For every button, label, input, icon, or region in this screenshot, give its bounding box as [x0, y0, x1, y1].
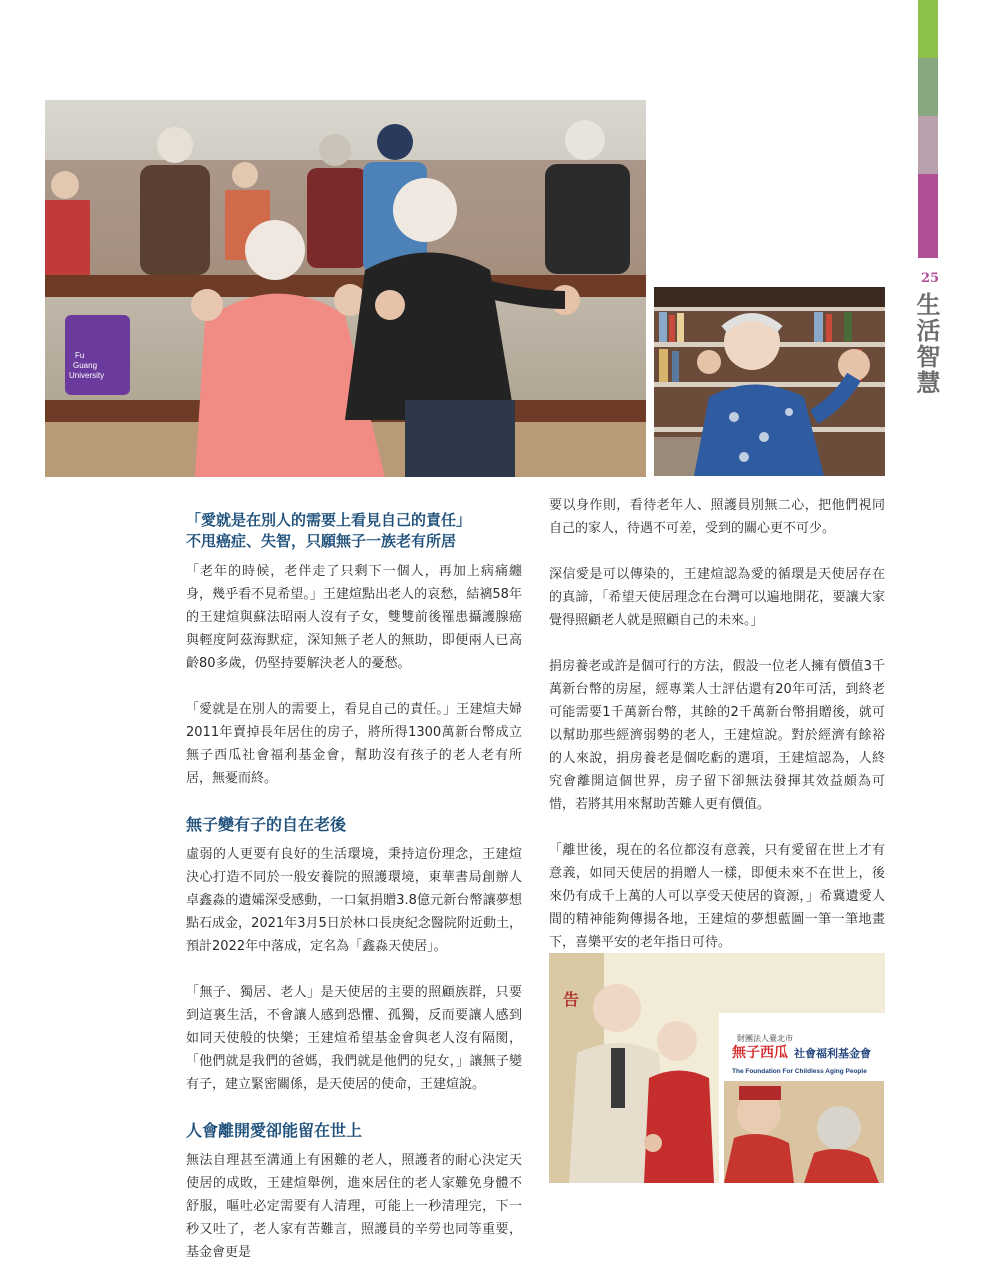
sign-suffix: 社會福利基金會 [794, 1047, 871, 1060]
sign-english: The Foundation For Childless Aging People [732, 1068, 867, 1075]
paragraph-7: 深信愛是可以傳染的，王建煊認為愛的循環是天使居存在的真諦，「希望天使居理念在台灣可以遍地開花，要讓大家覺得照顧老人就是照顧自己的未來。」 [549, 567, 885, 628]
side-tab-purple [918, 174, 938, 258]
paragraph-3: 虛弱的人更要有良好的生活環境，秉持這份理念，王建煊決心打造不同於一般安養院的照護環境，東華書局創辦人卓鑫淼的遺孀深受感動，一口氣捐贈3.8億元新台幣讓夢想點石成金，2021年3月5日於林口長庚紀念醫院附近動土，預計2022年中落成，定名為「鑫淼天使居」。 [186, 847, 522, 954]
sign-name: 無子西瓜 [732, 1045, 788, 1061]
sign-org: 財團法人臺北市 [737, 1034, 793, 1043]
side-tab-mauve [918, 116, 938, 174]
notice-board-text: 告 [563, 990, 580, 1009]
side-tab-sage [918, 58, 938, 116]
article-heading-line1: 「愛就是在別人的需要上看見自己的責任」 [186, 511, 472, 529]
photo-congregation [45, 100, 646, 477]
section-title: 生活智慧 [912, 292, 941, 396]
paragraph-2: 「愛就是在別人的需要上，看見自己的責任。」王建煊夫婦2011年賣掉長年居住的房子，將所得1300萬新台幣成立無子西瓜社會福利基金會，幫助沒有孩子的老人老有所居，無憂而終。 [186, 702, 522, 786]
article-column-right [549, 494, 885, 977]
photo-couple-poster [549, 953, 885, 1183]
article-heading-line2: 不甩癌症、失智，只願無子一族老有所居 [186, 532, 457, 550]
bag-text-2: Guang [73, 361, 98, 370]
bag-text-1: Fu [75, 351, 85, 360]
page-number: 25 [921, 271, 940, 286]
paragraph-6: 要以身作則，看待老年人、照護員別無二心，把他們視同自己的家人，待遇不可差，受到的關心更不可少。 [549, 498, 885, 536]
paragraph-5: 無法自理甚至溝通上有困難的老人，照護者的耐心決定天使居的成敗，王建煊舉例，進來居住的老人家難免身體不舒服，嘔吐必定需要有人清理，可能上一秒清理完，下一秒又吐了，老人家有苦難言，照護員的辛勞也同等重要，基金會更是 [186, 1153, 522, 1260]
photo-portrait [654, 287, 885, 476]
paragraph-8: 捐房養老或許是個可行的方法，假設一位老人擁有價值3千萬新台幣的房屋，經專業人士評估還有20年可活，到終老可能需要1千萬新台幣，其餘的2千萬新台幣捐贈後，就可以幫助那些經濟弱勢的老人，王建煊說。對於經濟有餘裕的人來說，捐房養老是個吃虧的選項，王建煊認為，人終究會離開這個世界，房子留下卻無法發揮其效益頗為可惜，若將其用來幫助苦難人更有價值。 [549, 659, 885, 812]
article-column-left [186, 510, 522, 1287]
paragraph-1: 「老年的時候，老伴走了只剩下一個人，再加上病痛纏身，幾乎看不見希望。」王建煊點出老人的哀愁，結褵58年的王建煊與蘇法昭兩人沒有子女，雙雙前後罹患攝護腺癌與輕度阿茲海默症，深知無子老人的無助，即便兩人已高齡80多歲，仍堅持要解決老人的憂愁。 [186, 564, 522, 671]
side-tab-green [918, 0, 938, 58]
paragraph-4: 「無子、獨居、老人」是天使居的主要的照顧族群，只要到這裏生活，不會讓人感到恐懼、孤獨，反而要讓人感到如同天使般的快樂；王建煊希望基金會與老人沒有隔閡，「他們就是我們的爸媽，我們就是他們的兒女，」讓無子變有子，建立緊密關係，是天使居的使命，王建煊說。 [186, 985, 522, 1092]
subheading-2: 人會離開愛卻能留在世上 [186, 1121, 363, 1140]
paragraph-9: 「離世後，現在的名位都沒有意義，只有愛留在世上才有意義，如同天使居的捐贈人一樣，即便未來不在世上，後來仍有成千上萬的人可以享受天使居的資源，」希冀遺愛人間的精神能夠傳揚各地，王建煊的夢想藍圖一筆一筆地畫下，喜樂平安的老年指日可待。 [549, 843, 885, 950]
subheading-1: 無子變有子的自在老後 [186, 815, 347, 834]
bag-text-3: University [69, 371, 105, 380]
